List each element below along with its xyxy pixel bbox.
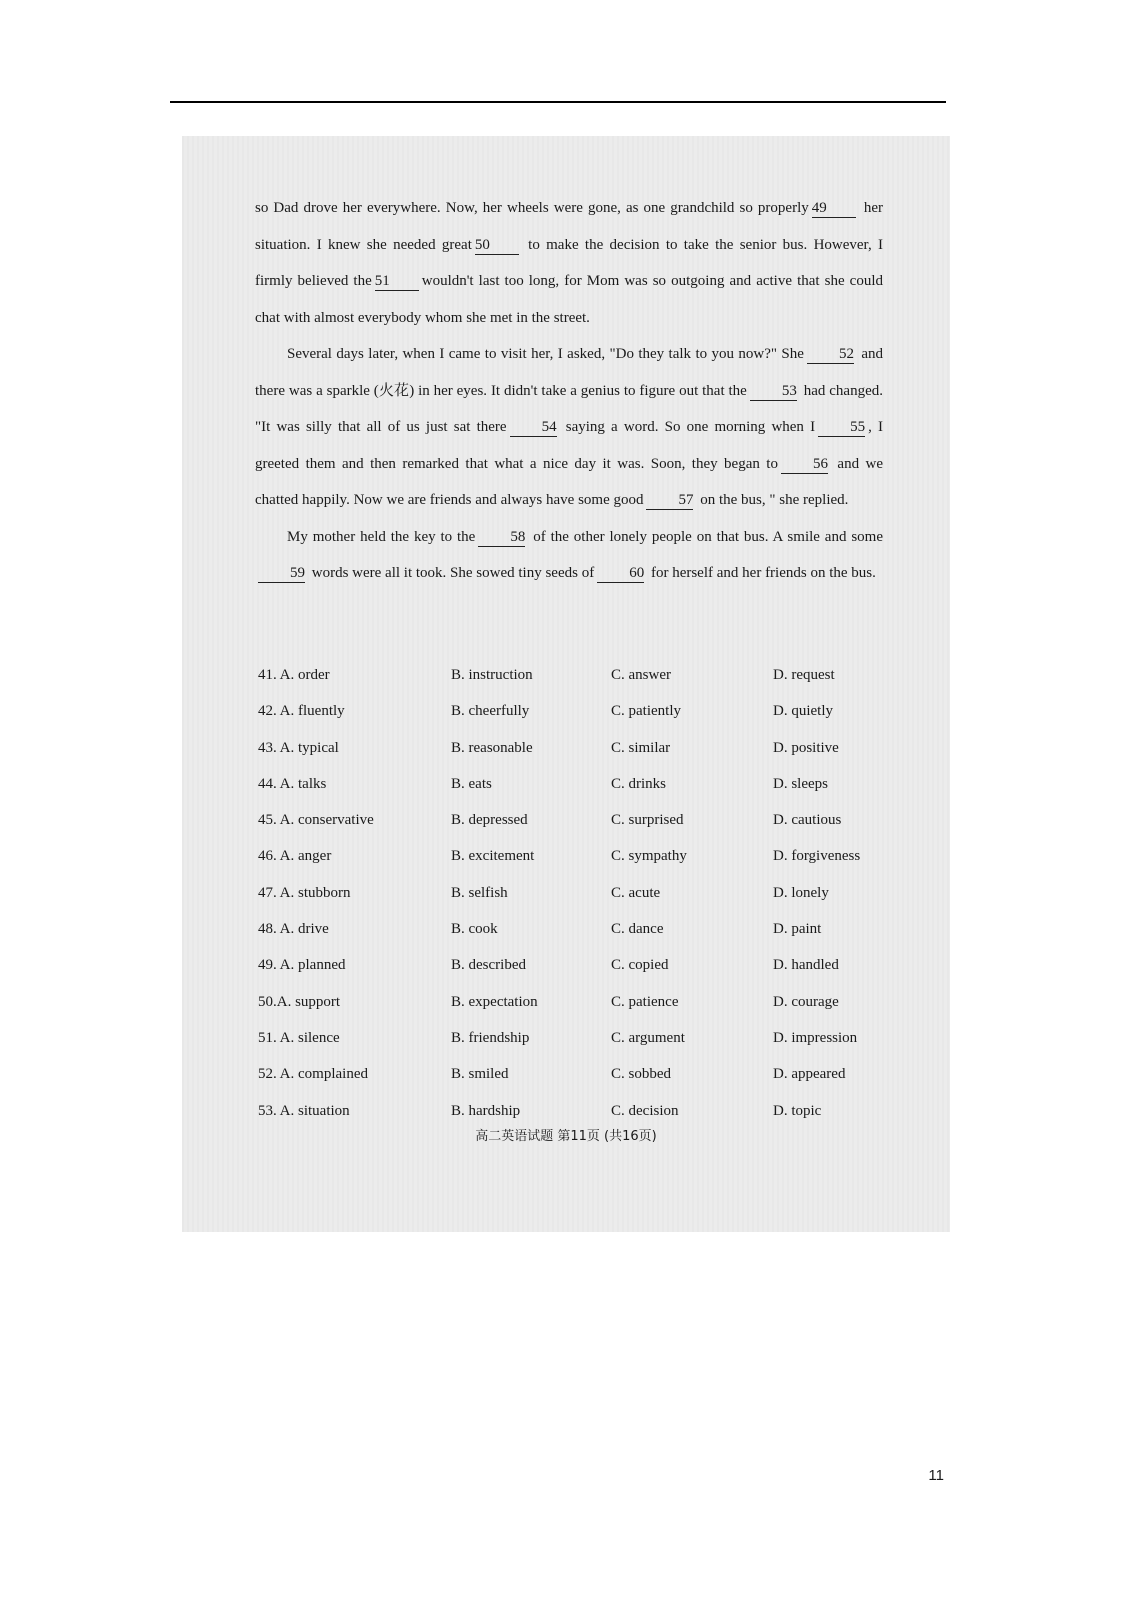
header-rule	[170, 101, 946, 103]
option-c: C. dance	[611, 921, 664, 938]
option-b: B. reasonable	[451, 739, 533, 756]
blank-53: 53	[750, 382, 797, 401]
text: , I greeted them and then remarked that what a nice day it was. Soon, they began to	[255, 419, 884, 472]
text: had changed. "It was silly that all of us just sat there	[255, 382, 883, 435]
option-c: C. sympathy	[611, 848, 687, 865]
option-a: 51. A. silence	[258, 1029, 340, 1046]
option-a: 45. A. conservative	[258, 812, 374, 829]
option-d: D. appeared	[773, 1066, 846, 1083]
option-row	[258, 885, 898, 921]
option-b: B. instruction	[451, 667, 533, 683]
option-a: 50.A. support	[258, 993, 341, 1010]
option-a: 46. A. anger	[258, 848, 332, 865]
option-a: 53. A. situation	[258, 1102, 350, 1119]
option-b: B. excitement	[451, 848, 535, 865]
option-row	[258, 1066, 898, 1102]
option-b: B. expectation	[451, 993, 538, 1010]
answer-options	[258, 667, 898, 1139]
option-d: D. paint	[773, 921, 822, 938]
option-c: C. answer	[611, 667, 671, 683]
option-d: D. quietly	[773, 703, 833, 720]
option-row	[258, 994, 898, 1030]
option-d: D. topic	[773, 1102, 822, 1119]
page-number: 11	[928, 1467, 944, 1484]
option-row	[258, 921, 898, 957]
paragraph-2	[255, 336, 883, 519]
option-b: B. depressed	[451, 812, 528, 829]
page-footer: 高二英语试题 第11页 (共16页)	[475, 1129, 657, 1144]
option-c: C. decision	[611, 1102, 679, 1119]
option-c: C. patience	[611, 993, 679, 1010]
option-b: B. described	[451, 957, 526, 974]
option-d: D. positive	[773, 739, 839, 756]
option-d: D. forgiveness	[773, 848, 861, 865]
option-b: B. cook	[451, 921, 498, 938]
option-a: 52. A. complained	[258, 1066, 368, 1083]
paragraph-1	[255, 190, 883, 336]
option-d: D. lonely	[773, 884, 829, 901]
text: her situation. I knew she needed great	[255, 200, 884, 253]
option-c: C. patiently	[611, 703, 681, 720]
blank-60: 60	[597, 564, 644, 583]
option-c: C. similar	[611, 739, 671, 756]
blank-52: 52	[807, 345, 854, 364]
option-a: 44. A. talks	[258, 775, 327, 792]
text: of the other lonely people on that bus. A smile and some	[533, 528, 883, 545]
option-b: B. cheerfully	[451, 703, 530, 720]
blank-56: 56	[781, 455, 828, 474]
option-b: B. eats	[451, 775, 492, 792]
option-d: D. cautious	[773, 812, 842, 829]
option-b: B. hardship	[451, 1102, 521, 1119]
paragraph-3	[255, 519, 883, 592]
option-b: B. friendship	[451, 1029, 530, 1046]
text: saying a word. So one morning when I	[565, 419, 816, 435]
option-d: D. handled	[773, 957, 839, 974]
text: My mother held the key to the	[287, 528, 476, 545]
option-row	[258, 848, 898, 884]
option-c: C. sobbed	[611, 1066, 671, 1083]
text: for herself and her friends on the bus.	[650, 565, 876, 581]
blank-51: 51	[375, 272, 419, 291]
blank-49: 49	[812, 199, 856, 218]
text: words were all it took. She sowed tiny seeds of	[311, 565, 595, 581]
option-row	[258, 703, 898, 739]
option-d: D. request	[773, 667, 835, 683]
option-d: D. impression	[773, 1029, 858, 1046]
text: wouldn't last too long, for Mom was so outgoing and active that she could chat with almost everybody whom she met in the street.	[255, 273, 883, 326]
option-c: C. argument	[611, 1029, 685, 1046]
blank-54: 54	[510, 418, 557, 437]
blank-58: 58	[478, 528, 525, 547]
option-c: C. copied	[611, 957, 669, 974]
option-row	[258, 1030, 898, 1066]
option-b: B. selfish	[451, 884, 508, 901]
blank-57: 57	[646, 491, 693, 510]
option-row	[258, 740, 898, 776]
option-c: C. acute	[611, 884, 661, 901]
option-row	[258, 667, 898, 703]
option-a: 43. A. typical	[258, 739, 339, 756]
option-a: 49. A. planned	[258, 957, 346, 974]
option-a: 42. A. fluently	[258, 703, 345, 720]
option-a: 41. A. order	[258, 667, 330, 683]
text: and we chatted happily. Now we are friends and always have some good	[255, 455, 884, 508]
option-row	[258, 957, 898, 993]
option-a: 48. A. drive	[258, 921, 329, 938]
blank-59: 59	[258, 564, 305, 583]
option-b: B. smiled	[451, 1066, 509, 1083]
blank-50: 50	[475, 236, 519, 255]
blank-55: 55	[818, 418, 865, 437]
option-d: D. sleeps	[773, 775, 828, 792]
text: Several days later, when I came to visit her, I asked, "Do they talk to you now?" She	[287, 346, 804, 362]
option-a: 47. A. stubborn	[258, 884, 351, 901]
text: on the bus, " she replied.	[700, 492, 849, 508]
option-c: C. drinks	[611, 775, 667, 792]
option-row	[258, 776, 898, 812]
text: to make the decision to take the senior bus. However, I firmly believed the	[255, 236, 883, 289]
text: so Dad drove her everywhere. Now, her wheels were gone, as one grandchild so properly	[255, 200, 809, 216]
option-d: D. courage	[773, 993, 839, 1010]
cloze-passage	[255, 190, 883, 592]
option-row	[258, 812, 898, 848]
option-c: C. surprised	[611, 812, 684, 829]
text: and there was a sparkle (火花) in her eyes. It didn't take a genius to figure out that the	[255, 346, 884, 399]
